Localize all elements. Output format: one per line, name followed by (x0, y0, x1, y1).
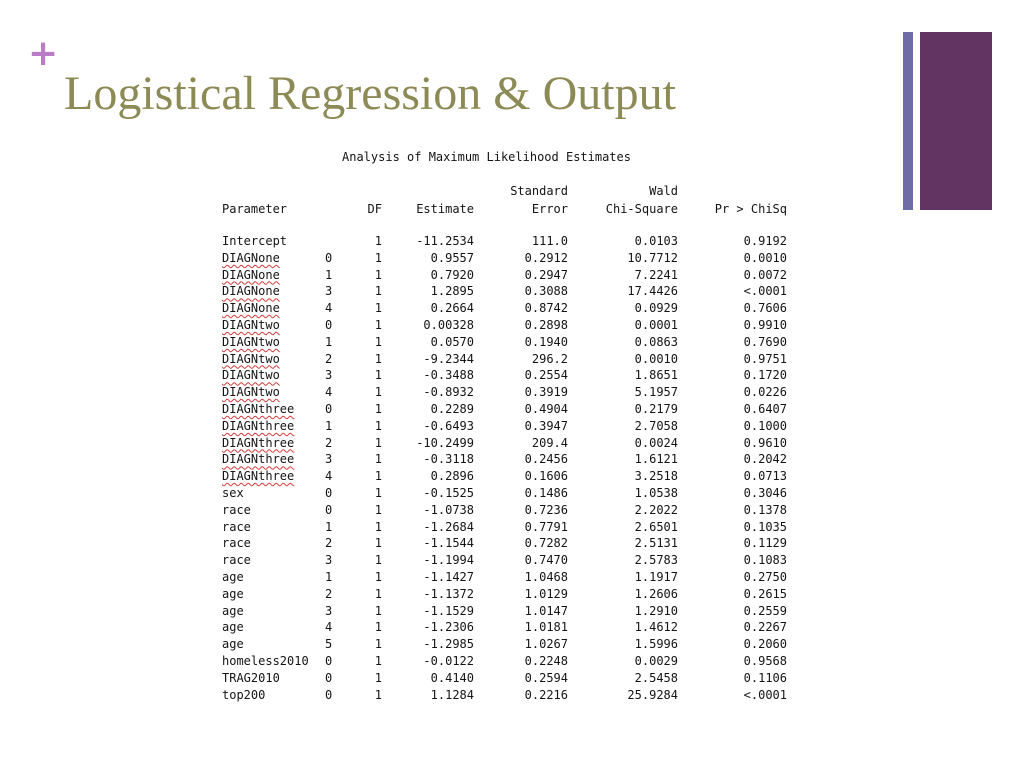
cell-estimate: -1.1372 (423, 586, 474, 601)
cell-wald-chi-square: 0.0024 (634, 435, 678, 450)
cell-standard-error: 209.4 (531, 435, 568, 450)
cell-p-value: 0.2060 (743, 637, 787, 652)
header-estimate: Estimate (416, 202, 474, 216)
cell-parameter: top200 (222, 687, 266, 702)
cell-df: 1 (374, 250, 382, 265)
cell-standard-error: 1.0181 (524, 620, 568, 635)
cell-parameter: DIAGNtwo (222, 385, 280, 400)
cell-wald-chi-square: 0.0103 (634, 234, 678, 248)
table-row (222, 334, 802, 351)
cell-level: 0 (325, 670, 333, 685)
cell-parameter: DIAGNthree (222, 452, 295, 467)
cell-standard-error: 0.2248 (524, 653, 568, 668)
cell-level: 3 (325, 452, 333, 467)
table-row (222, 636, 802, 653)
table-row (222, 670, 802, 687)
cell-level: 0 (325, 250, 333, 265)
cell-df: 1 (374, 653, 382, 668)
cell-p-value: 0.1378 (743, 502, 787, 517)
table-row (222, 552, 802, 569)
cell-wald-chi-square: 0.0029 (634, 653, 678, 668)
cell-parameter: DIAGNtwo (222, 351, 280, 366)
slide-title: Logistical Regression & Output (64, 67, 676, 120)
cell-wald-chi-square: 1.8651 (634, 368, 678, 383)
cell-wald-chi-square: 1.0538 (634, 485, 678, 500)
cell-wald-chi-square: 1.6121 (634, 452, 678, 467)
table-row (222, 283, 802, 300)
cell-estimate: -0.8932 (423, 385, 474, 400)
cell-standard-error: 0.2912 (524, 250, 568, 265)
table-row (222, 351, 802, 368)
cell-estimate: 0.9557 (430, 250, 474, 265)
cell-estimate: 1.1284 (430, 687, 474, 702)
cell-p-value: 0.2267 (743, 620, 787, 635)
cell-estimate: 0.7920 (430, 267, 474, 282)
cell-estimate: -9.2344 (423, 351, 474, 366)
cell-p-value: <.0001 (743, 284, 787, 299)
header-standard: Standard (510, 184, 568, 198)
cell-level: 1 (325, 569, 333, 584)
cell-standard-error: 0.2594 (524, 670, 568, 685)
cell-parameter: DIAGNone (222, 284, 280, 299)
table-heading: Analysis of Maximum Likelihood Estimates (342, 150, 631, 164)
cell-df: 1 (374, 519, 382, 534)
cell-estimate: -1.2985 (423, 637, 474, 652)
cell-wald-chi-square: 1.4612 (634, 620, 678, 635)
cell-estimate: 1.2895 (430, 284, 474, 299)
cell-parameter: age (222, 603, 244, 618)
cell-standard-error: 0.3947 (524, 418, 568, 433)
cell-wald-chi-square: 0.0929 (634, 301, 678, 316)
cell-parameter: DIAGNtwo (222, 368, 280, 383)
table-row (222, 267, 802, 284)
cell-parameter: race (222, 536, 251, 551)
cell-p-value: <.0001 (743, 687, 787, 702)
table-row (222, 317, 802, 334)
cell-wald-chi-square: 25.9284 (627, 687, 678, 702)
cell-wald-chi-square: 17.4426 (627, 284, 678, 299)
table-row (222, 468, 802, 485)
table-row (222, 367, 802, 384)
cell-level: 4 (325, 385, 333, 400)
cell-standard-error: 0.7791 (524, 519, 568, 534)
cell-p-value: 0.0072 (743, 267, 787, 282)
cell-wald-chi-square: 2.5783 (634, 553, 678, 568)
cell-df: 1 (374, 687, 382, 702)
cell-p-value: 0.6407 (743, 401, 787, 416)
plus-bullet-icon: + (28, 33, 59, 74)
cell-estimate: -1.2306 (423, 620, 474, 635)
table-row (222, 653, 802, 670)
header-chi-square: Chi-Square (605, 202, 678, 216)
cell-df: 1 (374, 637, 382, 652)
cell-df: 1 (374, 351, 382, 366)
cell-p-value: 0.9192 (743, 234, 787, 248)
cell-p-value: 0.9610 (743, 435, 787, 450)
cell-parameter: race (222, 519, 251, 534)
cell-level: 1 (325, 267, 333, 282)
cell-p-value: 0.0226 (743, 385, 787, 400)
cell-parameter: race (222, 553, 251, 568)
cell-p-value: 0.2559 (743, 603, 787, 618)
table-row (222, 384, 802, 401)
cell-p-value: 0.2750 (743, 569, 787, 584)
table-row (222, 586, 802, 603)
cell-p-value: 0.1035 (743, 519, 787, 534)
cell-wald-chi-square: 2.2022 (634, 502, 678, 517)
cell-standard-error: 1.0129 (524, 586, 568, 601)
cell-estimate: 0.2289 (430, 401, 474, 416)
cell-level: 2 (325, 351, 333, 366)
cell-estimate: 0.2664 (430, 301, 474, 316)
cell-estimate: -1.1994 (423, 553, 474, 568)
cell-standard-error: 111.0 (531, 234, 568, 248)
cell-standard-error: 0.1606 (524, 469, 568, 484)
cell-parameter: DIAGNone (222, 267, 280, 282)
cell-wald-chi-square: 7.2241 (634, 267, 678, 282)
cell-standard-error: 1.0267 (524, 637, 568, 652)
cell-parameter: DIAGNthree (222, 418, 295, 433)
cell-parameter: TRAG2010 (222, 670, 280, 685)
cell-standard-error: 0.2554 (524, 368, 568, 383)
cell-wald-chi-square: 1.5996 (634, 637, 678, 652)
cell-level: 2 (325, 435, 333, 450)
table-row (222, 535, 802, 552)
cell-df: 1 (374, 317, 382, 332)
cell-wald-chi-square: 1.1917 (634, 569, 678, 584)
cell-df: 1 (374, 452, 382, 467)
cell-df: 1 (374, 301, 382, 316)
cell-p-value: 0.0010 (743, 250, 787, 265)
cell-parameter: DIAGNone (222, 301, 280, 316)
cell-estimate: -1.0738 (423, 502, 474, 517)
cell-estimate: -0.6493 (423, 418, 474, 433)
cell-df: 1 (374, 385, 382, 400)
cell-parameter: DIAGNone (222, 250, 280, 265)
cell-parameter: sex (222, 485, 244, 500)
cell-p-value: 0.9568 (743, 653, 787, 668)
header-wald: Wald (649, 184, 678, 198)
table-row (222, 519, 802, 536)
cell-wald-chi-square: 1.2606 (634, 586, 678, 601)
table-row (222, 435, 802, 452)
cell-df: 1 (374, 469, 382, 484)
cell-standard-error: 0.4904 (524, 401, 568, 416)
table-row (222, 250, 802, 267)
header-pr-chisq: Pr > ChiSq (714, 202, 787, 216)
cell-wald-chi-square: 2.7058 (634, 418, 678, 433)
cell-standard-error: 0.1940 (524, 334, 568, 349)
cell-level: 0 (325, 687, 333, 702)
cell-wald-chi-square: 2.5458 (634, 670, 678, 685)
cell-wald-chi-square: 0.0863 (634, 334, 678, 349)
cell-level: 3 (325, 368, 333, 383)
cell-parameter: age (222, 569, 244, 584)
table-row (222, 485, 802, 502)
cell-df: 1 (374, 418, 382, 433)
cell-df: 1 (374, 569, 382, 584)
cell-wald-chi-square: 3.2518 (634, 469, 678, 484)
cell-estimate: 0.00328 (423, 317, 474, 332)
cell-df: 1 (374, 435, 382, 450)
cell-level: 1 (325, 334, 333, 349)
cell-estimate: -0.3118 (423, 452, 474, 467)
cell-parameter: age (222, 637, 244, 652)
cell-df: 1 (374, 368, 382, 383)
cell-estimate: -0.0122 (423, 653, 474, 668)
cell-estimate: -0.3488 (423, 368, 474, 383)
cell-level: 0 (325, 653, 333, 668)
cell-p-value: 0.3046 (743, 485, 787, 500)
table-row (222, 451, 802, 468)
cell-estimate: -1.1544 (423, 536, 474, 551)
cell-wald-chi-square: 2.6501 (634, 519, 678, 534)
accent-bar-thick (920, 32, 992, 210)
header-error: Error (531, 202, 568, 216)
cell-p-value: 0.9910 (743, 317, 787, 332)
cell-parameter: age (222, 620, 244, 635)
cell-level: 0 (325, 317, 333, 332)
cell-df: 1 (374, 586, 382, 601)
cell-wald-chi-square: 0.0010 (634, 351, 678, 366)
accent-bar-thin (903, 32, 913, 210)
cell-df: 1 (374, 502, 382, 517)
cell-p-value: 0.0713 (743, 469, 787, 484)
cell-level: 0 (325, 485, 333, 500)
cell-parameter: Intercept (222, 234, 288, 248)
cell-estimate: -1.1529 (423, 603, 474, 618)
cell-standard-error: 0.7470 (524, 553, 568, 568)
table-body (222, 233, 802, 703)
cell-level: 4 (325, 301, 333, 316)
cell-level: 5 (325, 637, 333, 652)
cell-p-value: 0.1083 (743, 553, 787, 568)
cell-wald-chi-square: 0.2179 (634, 401, 678, 416)
cell-df: 1 (374, 603, 382, 618)
cell-df: 1 (374, 234, 382, 248)
cell-df: 1 (374, 401, 382, 416)
cell-df: 1 (374, 284, 382, 299)
cell-standard-error: 0.7236 (524, 502, 568, 517)
cell-df: 1 (374, 485, 382, 500)
cell-level: 0 (325, 502, 333, 517)
cell-level: 2 (325, 536, 333, 551)
table-row (222, 233, 802, 250)
cell-p-value: 0.2615 (743, 586, 787, 601)
cell-level: 0 (325, 401, 333, 416)
cell-level: 3 (325, 603, 333, 618)
cell-standard-error: 0.3088 (524, 284, 568, 299)
cell-wald-chi-square: 1.2910 (634, 603, 678, 618)
header-df: DF (367, 202, 382, 216)
cell-df: 1 (374, 334, 382, 349)
cell-estimate: -0.1525 (423, 485, 474, 500)
cell-level: 3 (325, 553, 333, 568)
cell-level: 4 (325, 620, 333, 635)
cell-standard-error: 1.0147 (524, 603, 568, 618)
cell-standard-error: 1.0468 (524, 569, 568, 584)
cell-level: 3 (325, 284, 333, 299)
cell-df: 1 (374, 620, 382, 635)
cell-estimate: 0.4140 (430, 670, 474, 685)
cell-wald-chi-square: 2.5131 (634, 536, 678, 551)
cell-standard-error: 0.1486 (524, 485, 568, 500)
cell-parameter: race (222, 502, 251, 517)
cell-level: 1 (325, 418, 333, 433)
cell-level: 4 (325, 469, 333, 484)
cell-standard-error: 0.7282 (524, 536, 568, 551)
cell-parameter: DIAGNthree (222, 401, 295, 416)
cell-standard-error: 0.2456 (524, 452, 568, 467)
cell-standard-error: 296.2 (531, 351, 568, 366)
cell-standard-error: 0.3919 (524, 385, 568, 400)
table-row (222, 603, 802, 620)
cell-standard-error: 0.2216 (524, 687, 568, 702)
table-row (222, 569, 802, 586)
cell-parameter: DIAGNthree (222, 469, 295, 484)
cell-df: 1 (374, 536, 382, 551)
cell-p-value: 0.1129 (743, 536, 787, 551)
cell-wald-chi-square: 10.7712 (627, 250, 678, 265)
cell-df: 1 (374, 267, 382, 282)
table-row (222, 401, 802, 418)
cell-estimate: -1.2684 (423, 519, 474, 534)
cell-estimate: -1.1427 (423, 569, 474, 584)
cell-p-value: 0.2042 (743, 452, 787, 467)
cell-p-value: 0.1720 (743, 368, 787, 383)
cell-level: 1 (325, 519, 333, 534)
cell-wald-chi-square: 0.0001 (634, 317, 678, 332)
cell-level: 2 (325, 586, 333, 601)
cell-p-value: 0.1000 (743, 418, 787, 433)
cell-parameter: age (222, 586, 244, 601)
table-row (222, 687, 802, 704)
cell-wald-chi-square: 5.1957 (634, 385, 678, 400)
cell-standard-error: 0.2947 (524, 267, 568, 282)
cell-p-value: 0.7606 (743, 301, 787, 316)
cell-parameter: homeless2010 (222, 653, 309, 668)
cell-estimate: -10.2499 (416, 435, 474, 450)
cell-estimate: -11.2534 (416, 234, 474, 248)
cell-df: 1 (374, 670, 382, 685)
header-parameter: Parameter (222, 202, 288, 216)
cell-standard-error: 0.8742 (524, 301, 568, 316)
cell-estimate: 0.2896 (430, 469, 474, 484)
cell-standard-error: 0.2898 (524, 317, 568, 332)
table-row (222, 502, 802, 519)
cell-df: 1 (374, 553, 382, 568)
cell-parameter: DIAGNtwo (222, 317, 280, 332)
cell-p-value: 0.7690 (743, 334, 787, 349)
table-row (222, 300, 802, 317)
cell-estimate: 0.0570 (430, 334, 474, 349)
cell-p-value: 0.9751 (743, 351, 787, 366)
cell-parameter: DIAGNtwo (222, 334, 280, 349)
cell-p-value: 0.1106 (743, 670, 787, 685)
table-row (222, 619, 802, 636)
cell-parameter: DIAGNthree (222, 435, 295, 450)
table-row (222, 418, 802, 435)
